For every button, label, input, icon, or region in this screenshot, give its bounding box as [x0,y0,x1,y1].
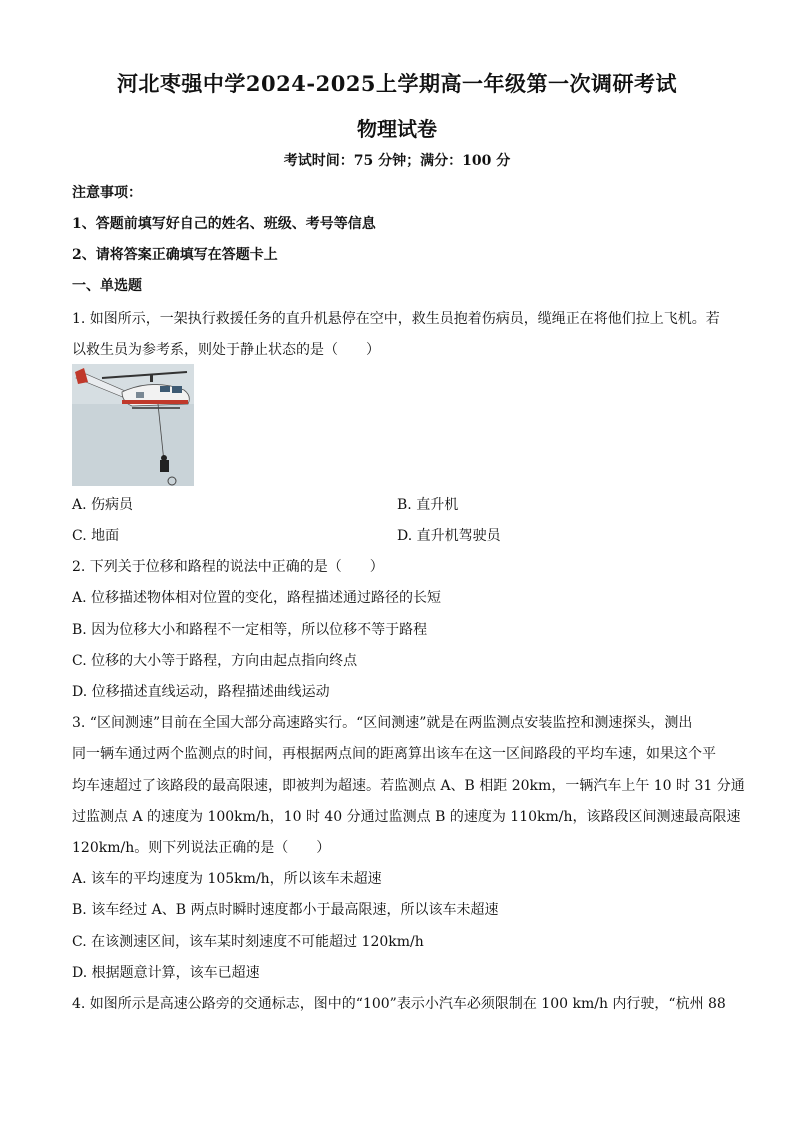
q3-stem-line: 同一辆车通过两个监测点的时间，再根据两点间的距离算出该车在这一区间路段的平均车速，如果这个平 [72,746,716,762]
q3-stem-line: 均车速超过了该路段的最高限速，即被判为超速。若监测点 A、B 相距 20km，一辆汽车上午 10 时 31 分通 [72,778,745,794]
q2-stem: 2. 下列关于位移和路程的说法中正确的是（ ） [72,559,384,575]
notes-item: 1、答题前填写好自己的姓名、班级、考号等信息 [72,216,376,232]
q1-option-d: D. 直升机驾驶员 [397,528,501,544]
q3-stem-line: 过监测点 A 的速度为 100km/h，10 时 40 分通过监测点 B 的速度为 110km/h，该路段区间测速最高限速 [72,809,741,825]
exam-meta: 考试时间：75 分钟；满分：100 分 [283,153,511,169]
q3-option-a: A. 该车的平均速度为 105km/h，所以该车未超速 [72,871,382,887]
q3-option-d: D. 根据题意计算，该车已超速 [72,965,260,981]
q1-stem-line: 以救生员为参考系，则处于静止状态的是（ ） [72,342,380,358]
q2-option-b: B. 因为位移大小和路程不一定相等，所以位移不等于路程 [72,622,428,638]
q3-stem-line: 120km/h。则下列说法正确的是（ ） [72,840,331,856]
q1-option-c: C. 地面 [72,528,120,544]
q2-option-c: C. 位移的大小等于路程，方向由起点指向终点 [72,653,358,669]
helicopter-rescue-image [72,364,194,486]
q1-stem-line: 1. 如图所示，一架执行救援任务的直升机悬停在空中，救生员抱着伤病员，缆绳正在将他们拉上飞机。若 [72,311,720,327]
notes-heading: 注意事项： [72,185,142,201]
q3-stem-line: 3. “区间测速”目前在全国大部分高速路实行。“区间测速”就是在两监测点安装监控和测速探头，测出 [72,715,693,731]
q4-stem-line: 4. 如图所示是高速公路旁的交通标志，图中的“100”表示小汽车必须限制在 100 km/h 内行驶，“杭州 88 [72,996,726,1012]
q1-option-a: A. 伤病员 [72,497,134,513]
notes-item: 2、请将答案正确填写在答题卡上 [72,247,278,263]
q1-option-b: B. 直升机 [397,497,459,513]
section-heading: 一、单选题 [72,278,142,294]
q2-option-a: A. 位移描述物体相对位置的变化，路程描述通过路径的长短 [72,590,442,606]
q2-option-d: D. 位移描述直线运动，路程描述曲线运动 [72,684,330,700]
exam-title: 河北枣强中学2024-2025上学期高一年级第一次调研考试 [116,71,678,96]
q3-option-b: B. 该车经过 A、B 两点时瞬时速度都小于最高限速，所以该车未超速 [72,902,499,918]
exam-subtitle: 物理试卷 [357,117,437,141]
q3-option-c: C. 在该测速区间，该车某时刻速度不可能超过 120km/h [72,934,424,950]
